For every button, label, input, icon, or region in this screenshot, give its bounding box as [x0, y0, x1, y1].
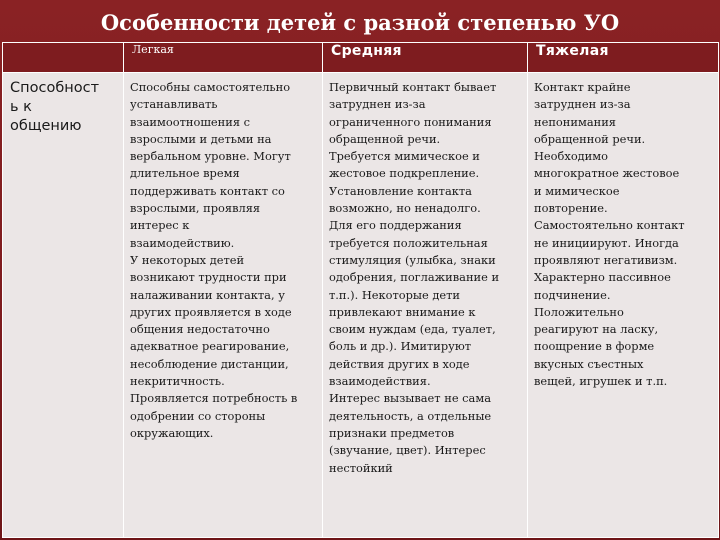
row-label-text: Способност ь к общению	[10, 80, 100, 134]
comparison-table	[2, 42, 719, 538]
header-medium: Средняя	[323, 43, 528, 73]
cell-medium: Первичный контакт бывает затруднен из-за ограниченного понимания обращенной речи. Требуется мимическое и жестовое подкрепление. Установление контакта возможно, но ненадолго. Для его поддержания требуется положительная стимуляция (улыбка, знаки одобрения, поглаживание и т.п.). Некоторые дети привлекают внимание к своим нуждам (еда, туалет, боль и др.). Имитируют действия других в ходе взаимодействия. Интерес вызывает не сама деятельность, а отдельные признаки предметов (звучание, цвет). Интерес нестойкий	[323, 73, 528, 538]
table-header-row	[3, 43, 719, 73]
row-label-communication	[3, 73, 124, 538]
header-easy: Легкая	[124, 43, 323, 73]
slide-title: Особенности детей с разной степенью УО	[100, 10, 620, 35]
cell-severe: Контакт крайне затруднен из-за непонимания обращенной речи. Необходимо многократное жестовое и мимическое повторение. Самостоятельно контакт не инициируют. Иногда проявляют негативизм. Характерно пассивное подчинение. Положительно реагируют на ласку, поощрение в форме вкусных съестных вещей, игрушек и т.п.	[528, 73, 719, 538]
header-corner-cell	[3, 43, 124, 73]
cell-easy: Способны самостоятельно устанавливать взаимоотношения с взрослыми и детьми на вербальном уровне. Могут длительное время поддерживать контакт со взрослыми, проявляя интерес к взаимодействию. У некоторых детей возникают трудности при налаживании контакта, у других проявляется в ходе общения недостаточно адекватное реагирование, несоблюдение дистанции, некритичность. Проявляется потребность в одобрении со стороны окружающих.	[124, 73, 323, 538]
header-severe: Тяжелая	[528, 43, 719, 73]
table-row	[3, 73, 719, 538]
